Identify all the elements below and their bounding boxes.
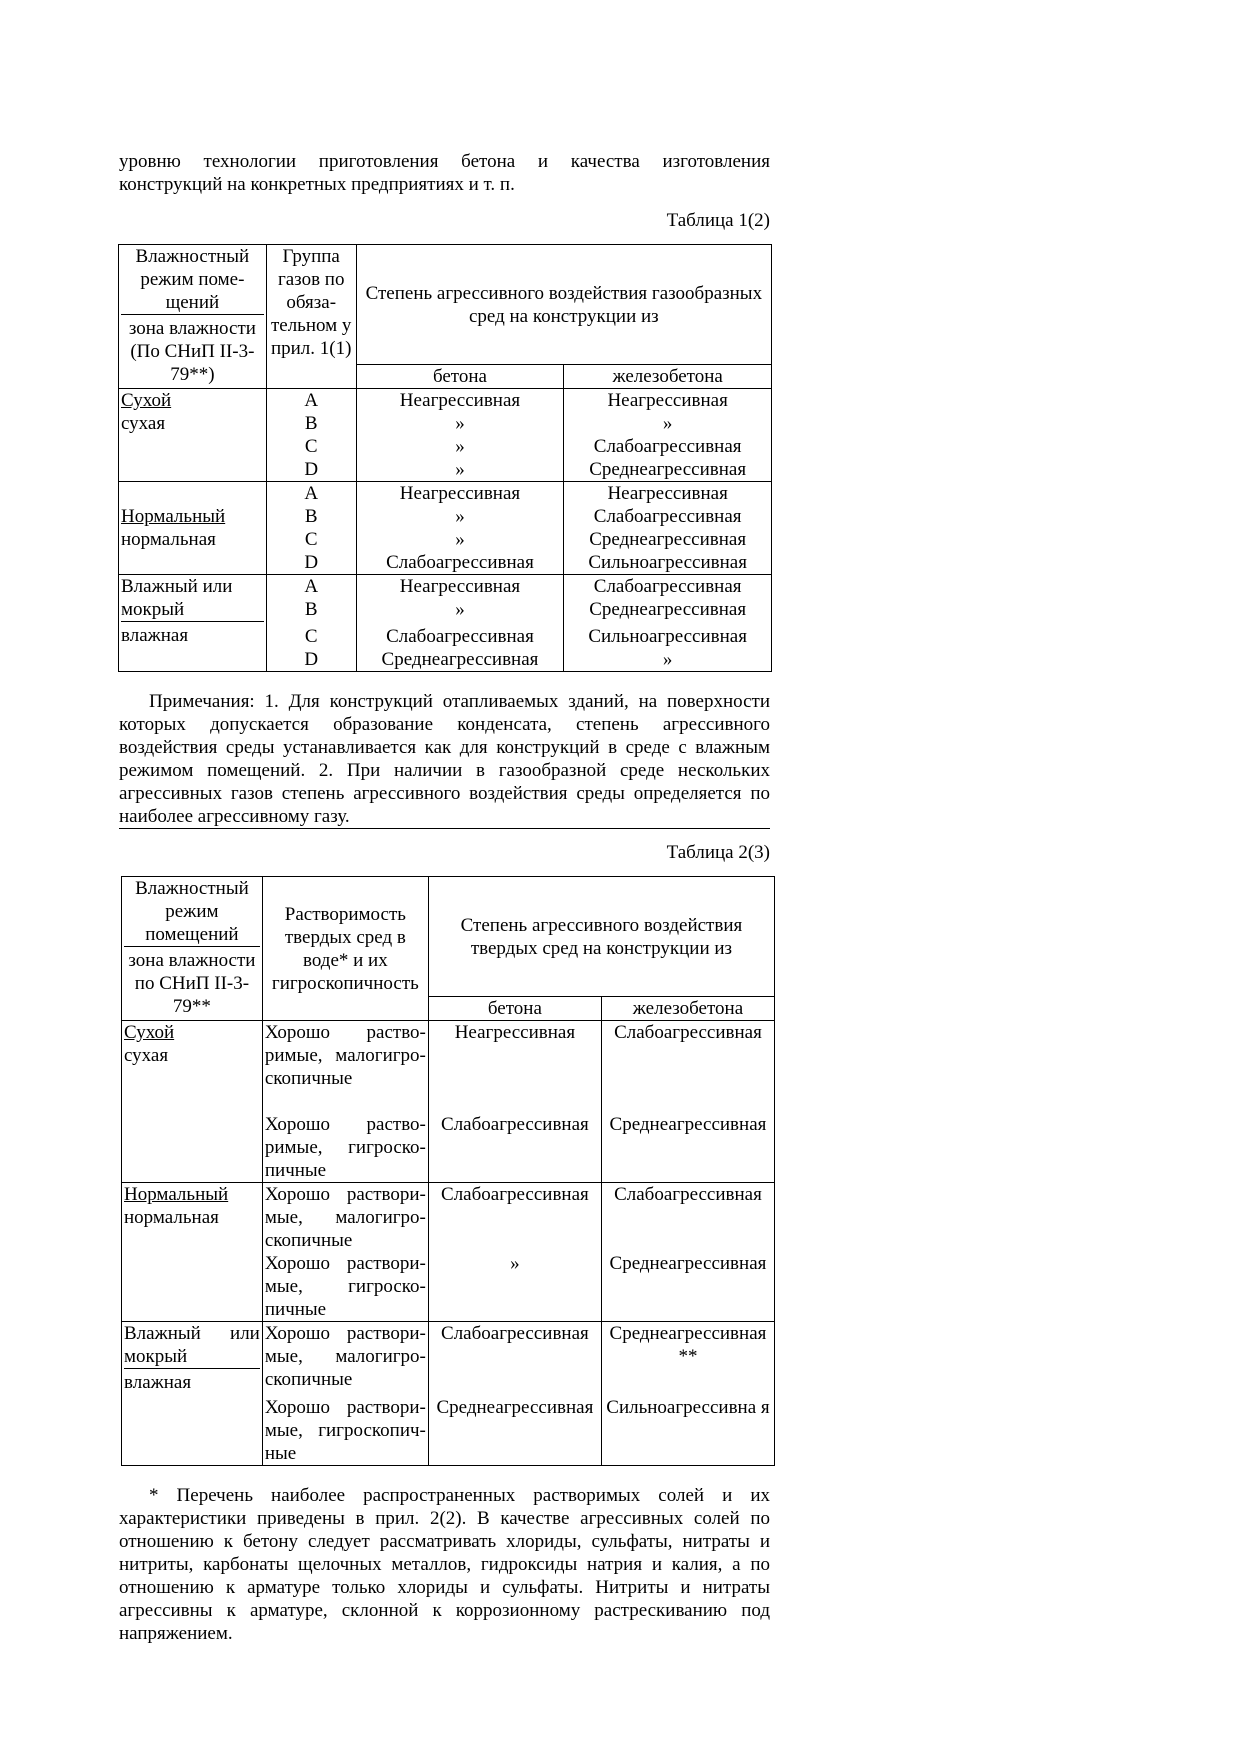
t1-zhb-value: Неагрессивная (564, 389, 772, 413)
t2-header-mode-2: зона влажности по СНиП II-3-79** (128, 950, 256, 1017)
t1-normal-mode: Нормальный (121, 506, 226, 527)
t2-beton-value: Слабоагрессивная (428, 1322, 601, 1396)
t1-beton-value: Слабоагрессивная (356, 551, 564, 575)
t1-group: B (266, 412, 356, 435)
t2-header-mode (122, 877, 263, 1021)
t2-header-beton: бетона (428, 997, 601, 1021)
table-2 (121, 876, 775, 1466)
t2-solubility-value: Хорошо раствори-мые, гигроскопич-ные (262, 1396, 428, 1466)
t2-dry-zone: сухая (124, 1045, 169, 1066)
t1-beton-value: Неагрессивная (356, 575, 564, 599)
t2-normal-mode: Нормальный (124, 1183, 229, 1205)
t2-solubility-value: Хорошо раствори-мые, гигроско-пичные (262, 1252, 428, 1322)
t1-beton-value: Слабоагрессивная (356, 625, 564, 648)
t1-wet-zone: влажная (121, 625, 189, 646)
table-2-caption: Таблица 2(3) (666, 842, 770, 863)
t1-header-degree: Степень агрессивного воздействия газообразных сред на конструкции из (356, 245, 771, 365)
t1-zhb-value: Среднеагрессивная (564, 528, 772, 551)
t1-group: D (266, 458, 356, 482)
t1-dry-cell (119, 389, 267, 482)
t1-header-mode-1: Влажностный режим поме-щений (121, 245, 264, 315)
t1-group: C (266, 625, 356, 648)
t1-dry-mode: Сухой (121, 390, 172, 411)
t2-beton-value: Слабоагрессивная (428, 1113, 601, 1183)
t1-group: B (266, 598, 356, 625)
t1-beton-value: » (356, 412, 564, 435)
t1-beton-value: » (356, 528, 564, 551)
t2-header-zhb: железобетона (601, 997, 774, 1021)
t1-zhb-value: Неагрессивная (564, 482, 772, 506)
table-row (119, 482, 772, 506)
t1-normal-cell (119, 482, 267, 575)
t2-beton-value: Неагрессивная (428, 1021, 601, 1113)
table-1-notes: Примечания: 1. Для конструкций отапливаемых зданий, на поверхности которых допускается образование конденсата, степень агрессивного воздействия среды устанавливается как для конструкций в среде с влажным режимом помещений. 2. При наличии в газообразной среде нескольких агрессивных газов степень агрессивного воздействия среды определяется по наиболее агрессивному газу. (119, 691, 770, 827)
table-1-caption: Таблица 1(2) (666, 210, 770, 231)
t2-dry-mode: Сухой (124, 1022, 175, 1043)
t2-zhb-value: Среднеагрессивная ** (601, 1322, 774, 1396)
t2-header-solubility: Растворимость твердых сред в воде* и их гигроскопичность (262, 877, 428, 1021)
t1-zhb-value: Слабоагрессивная (564, 505, 772, 528)
t1-dry-zone: сухая (121, 413, 166, 434)
t2-beton-value: Среднеагрессивная (428, 1396, 601, 1466)
t1-header-mode-2: зона влажности (По СНиП II-3-79**) (128, 318, 256, 385)
t1-header-beton: бетона (356, 365, 564, 389)
t1-header-group: Группа газов по обяза-тельном у прил. 1(1) (266, 245, 356, 389)
t2-zhb-value: Слабоагрессивная (601, 1182, 774, 1252)
t1-normal-zone: нормальная (121, 529, 216, 550)
t1-zhb-value: » (564, 412, 772, 435)
t1-group: D (266, 648, 356, 672)
t2-header-degree: Степень агрессивного воздействия твердых сред на конструкции из (428, 877, 774, 997)
t1-group: D (266, 551, 356, 575)
t1-zhb-value: Сильноагрессивная (564, 551, 772, 575)
t2-solubility-value: Хорошо раство-римые, малогигро-скопичные (262, 1021, 428, 1113)
t1-beton-value: Неагрессивная (356, 482, 564, 506)
t1-zhb-value: Слабоагрессивная (564, 435, 772, 458)
t1-wet-cell (119, 575, 267, 672)
table-row (122, 1021, 775, 1113)
table-row (122, 1182, 775, 1252)
t1-header-zhb: железобетона (564, 365, 772, 389)
t1-zhb-value: Сильноагрессивная (564, 625, 772, 648)
table-row (119, 575, 772, 599)
t1-group: B (266, 505, 356, 528)
table-row (122, 1322, 775, 1396)
t1-beton-value: » (356, 458, 564, 482)
table-row (119, 389, 772, 413)
t1-header-mode (119, 245, 267, 389)
t1-beton-value: » (356, 505, 564, 528)
t1-group: A (266, 389, 356, 413)
t1-beton-value: Неагрессивная (356, 389, 564, 413)
t1-zhb-value: Среднеагрессивная (564, 458, 772, 482)
t2-solubility-value: Хорошо раствори-мые, малогигро-скопичные (262, 1322, 428, 1396)
t2-normal-zone: нормальная (124, 1206, 219, 1228)
t1-group: C (266, 528, 356, 551)
t1-zhb-value: Слабоагрессивная (564, 575, 772, 599)
t1-zhb-value: Среднеагрессивная (564, 598, 772, 625)
t1-zhb-value: » (564, 648, 772, 672)
t1-beton-value: » (356, 598, 564, 625)
t2-zhb-value: Слабоагрессивная (601, 1021, 774, 1113)
t2-beton-value: Слабоагрессивная (428, 1182, 601, 1252)
t2-wet-zone: влажная (124, 1372, 192, 1393)
t1-group: C (266, 435, 356, 458)
t1-group: A (266, 482, 356, 506)
t2-header-mode-1: Влажностный режим помещений (124, 877, 260, 947)
t1-beton-value: » (356, 435, 564, 458)
table-2-footnote: * Перечень наиболее распространенных растворимых солей и их характеристики приведены в прил. 2(2). В качестве агрессивных солей по отношению к бетону следует рассматривать хлориды, сульфаты, нитраты и нитриты, карбонаты щелочных металлов, гидроксиды натрия и калия, а по отношению к арматуре только хлориды и сульфаты. Нитриты и нитраты агрессивны к арматуре, склонной к коррозионному растрескиванию под напряжением. (119, 1485, 770, 1644)
intro-paragraph: уровню технологии приготовления бетона и качества изготовления конструкций на конкретных предприятиях и т. п. (119, 151, 770, 195)
t2-solubility-value: Хорошо раствори-мые, малогигро-скопичные (262, 1182, 428, 1252)
t2-zhb-value: Среднеагрессивная (601, 1113, 774, 1183)
t1-wet-mode: Влажный или мокрый (121, 575, 264, 622)
t1-group: A (266, 575, 356, 599)
t2-solubility-value: Хорошо раство-римые, гигроско-пичные (262, 1113, 428, 1183)
t2-zhb-value: Сильноагрессивна я (601, 1396, 774, 1466)
t2-dry-cell (122, 1021, 263, 1183)
t2-beton-value: » (428, 1252, 601, 1322)
t2-normal-cell (122, 1182, 263, 1322)
t2-zhb-value: Среднеагрессивная (601, 1252, 774, 1322)
t2-wet-cell (122, 1322, 263, 1466)
t2-wet-mode: Влажный или мокрый (124, 1323, 260, 1367)
t1-beton-value: Среднеагрессивная (356, 648, 564, 672)
table-1 (118, 244, 772, 672)
